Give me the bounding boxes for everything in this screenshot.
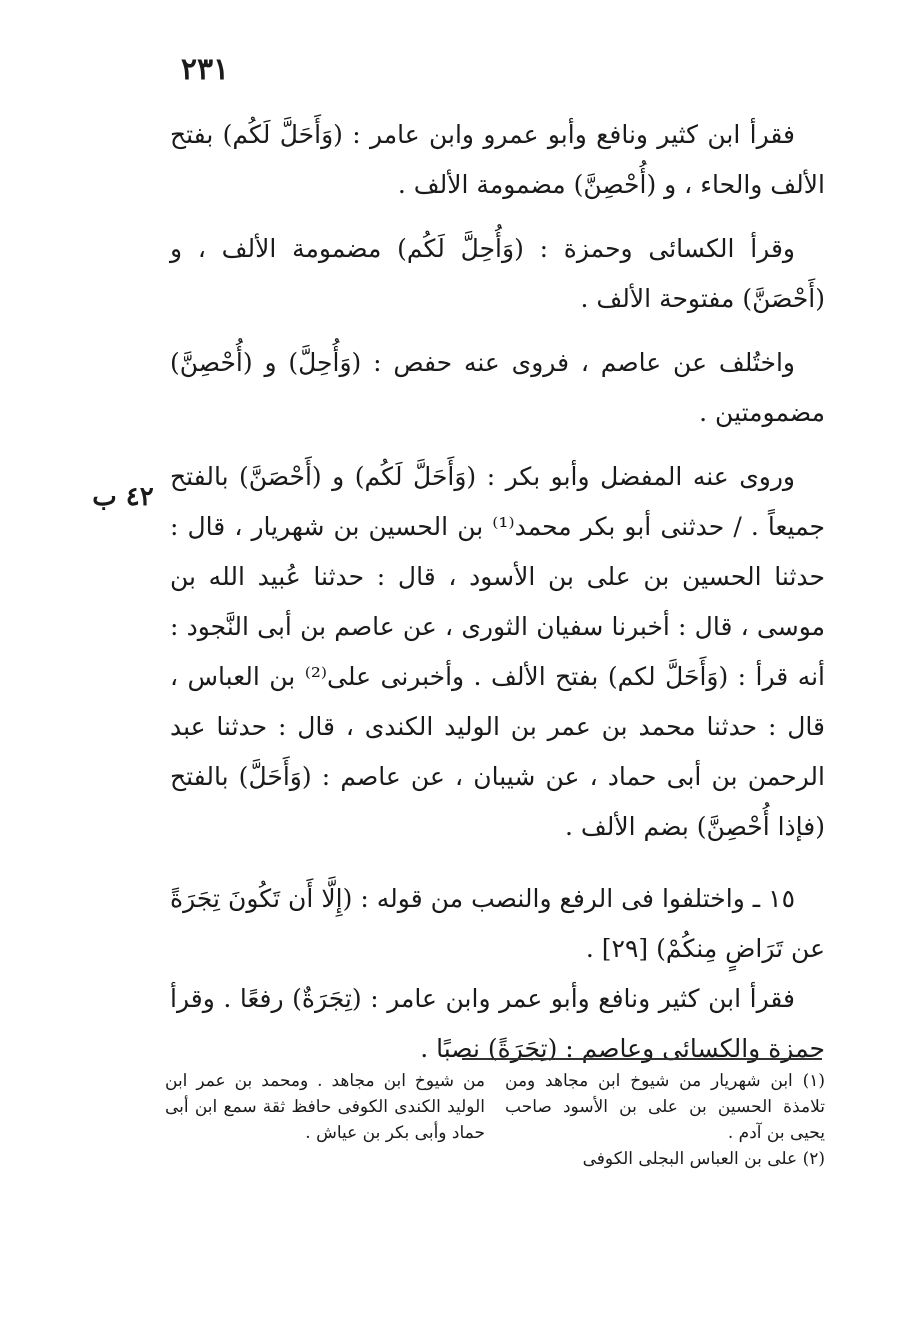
main-text-body [170, 110, 825, 1074]
footnote-column-left [165, 1068, 485, 1146]
paragraph-4: وروى عنه المفضل وأبو بكر : (وَأَحَلَّ لَكُم) و (أَحْصَنَّ) بالفتح جميعاً . / حدثنى أبو بكر محمد⁽¹⁾ بن الحسين بن شهريار ، قال : حدثنا الحسين بن على بن الأسود ، قال : حدثنا عُبيد الله بن موسى ، قال : أخبرنا سفيان الثورى ، عن عاصم بن أبى النَّجود : أنه قرأ : (وَأَحَلَّ لكم) بفتح الألف . وأخبرنى على⁽²⁾ بن العباس ، قال : حدثنا محمد بن عمر بن الوليد الكندى ، قال : حدثنا عبد الرحمن بن أبى حماد ، عن شيبان ، عن عاصم : (وَأَحَلَّ) بالفتح (فإذا أُحْصِنَّ) بضم الألف . [170, 462, 825, 841]
page-number: ٢٣١ [180, 52, 230, 87]
footnote-1-part-1: (١) ابن شهريار من شيوخ ابن مجاهد ومن تلامذة الحسين بن على بن الأسود صاحب يحيى بن آدم . [505, 1071, 825, 1143]
footnotes-section [165, 1068, 825, 1172]
paragraph-5: ١٥ ـ واختلفوا فى الرفع والنصب من قوله : (إِلَّا أَن تَكُونَ تِجَرَةً عن تَرَاضٍ مِنكُمْ) [٢٩] . [170, 884, 825, 963]
margin-folio-note: ٤٢ ب [92, 482, 154, 512]
paragraph-6: فقرأ ابن كثير ونافع وأبو عمر وابن عامر : (تِجَرَةٌ) رفعًا . وقرأ حمزة والكسائى وعاصم : (تِجَرَةً) نصبًا . [170, 984, 825, 1063]
footnote-1-part-2: من شيوخ ابن مجاهد . ومحمد بن عمر ابن الوليد الكندى الكوفى حافظ ثقة سمع ابن أبى حماد وأبى بكر بن عياش . [165, 1071, 485, 1143]
paragraph-3: واختُلف عن عاصم ، فروى عنه حفص : (وَأُحِلَّ) و (أُحْصِنَّ) مضمومتين . [170, 348, 825, 427]
footnote-2: (٢) على بن العباس البجلى الكوفى [582, 1149, 825, 1169]
paragraph-1: فقرأ ابن كثير ونافع وأبو عمرو وابن عامر : (وَأَحَلَّ لَكُم) بفتح الألف والحاء ، و (أُحْصِنَّ) مضمومة الألف . [170, 120, 825, 199]
footnote-columns [165, 1068, 825, 1146]
footnote-divider [462, 1058, 822, 1060]
paragraph-2: وقرأ الكسائى وحمزة : (وَأُحِلَّ لَكُم) مضمومة الألف ، و (أَحْصَنَّ) مفتوحة الألف . [170, 234, 825, 313]
footnote-column-right [505, 1068, 825, 1146]
